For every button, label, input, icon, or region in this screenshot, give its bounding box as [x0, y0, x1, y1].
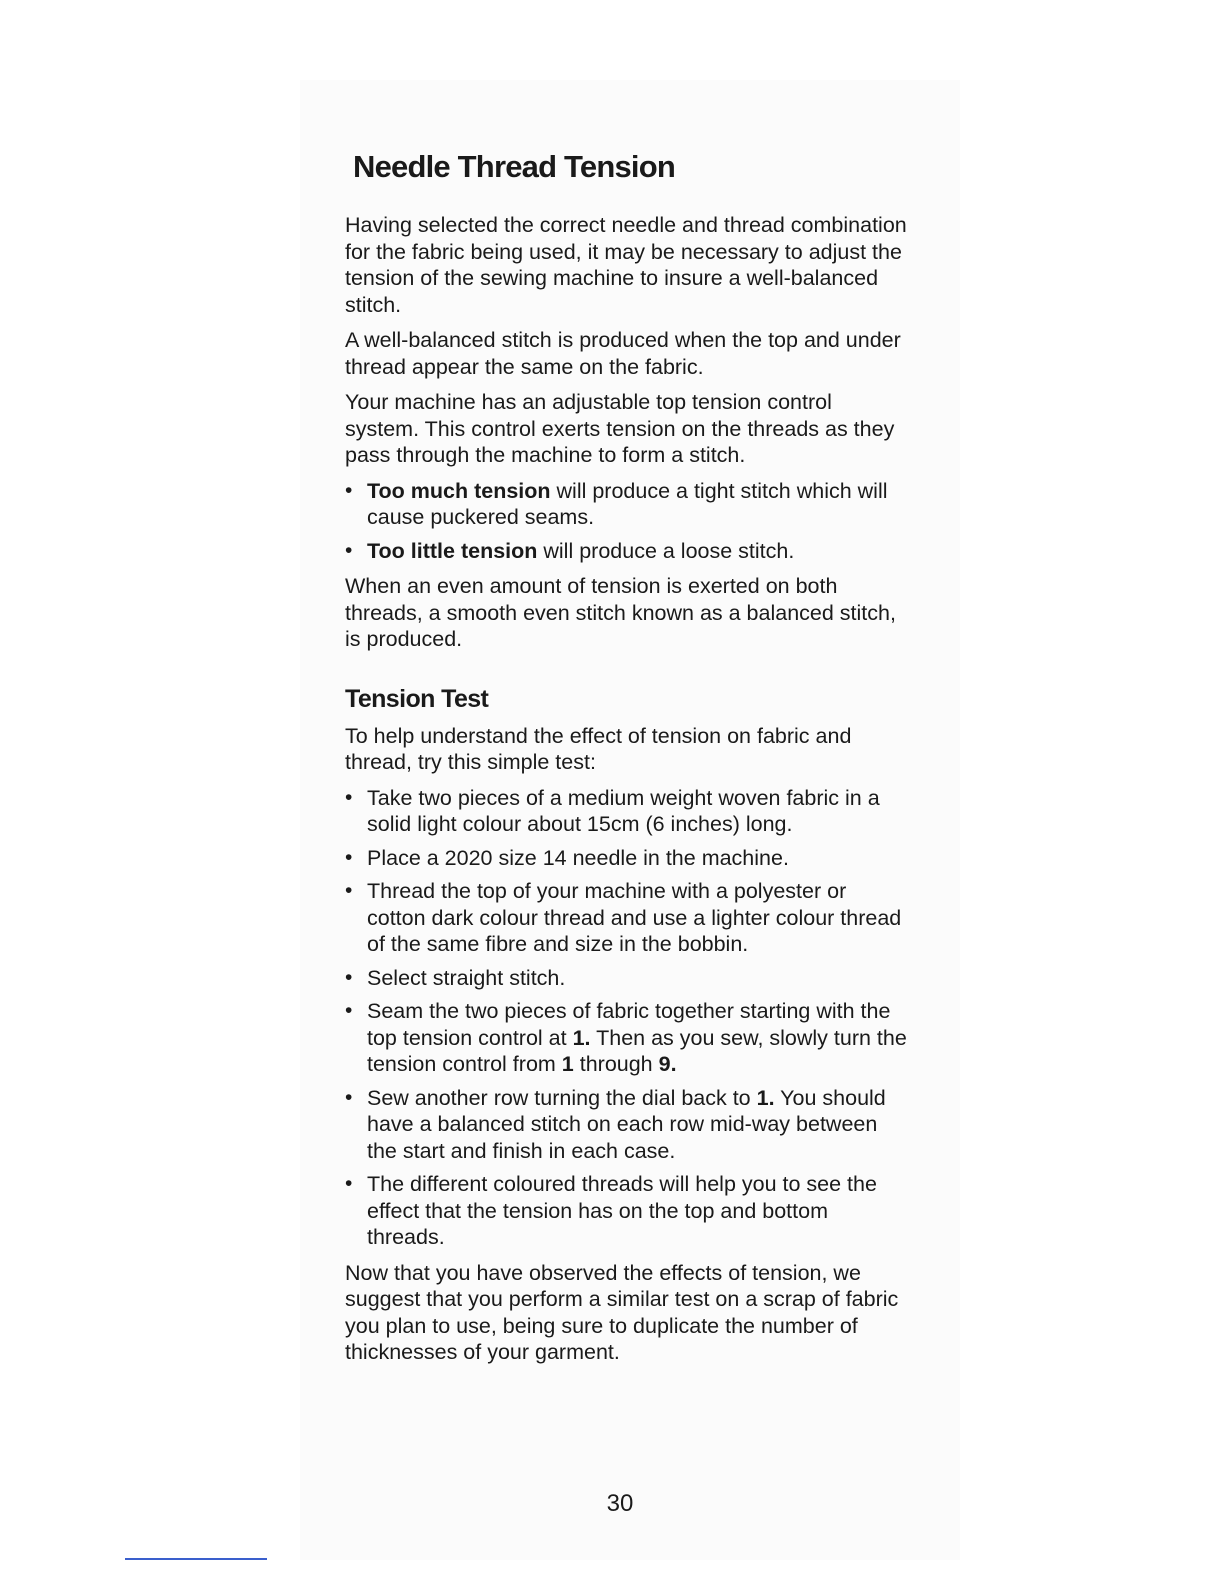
scan-edge-line	[125, 1558, 267, 1560]
test-step-5	[345, 998, 910, 1078]
intro-paragraph-2: A well-balanced stitch is produced when the top and under thread appear the same on the fabric.	[345, 328, 901, 379]
too-much-tension-text: will produce a tight stitch which will cause puckered seams.	[367, 478, 888, 529]
step5-text-a: Seam the two pieces of fabric together starting with the top tension control at	[367, 999, 891, 1050]
step6-value: 1.	[756, 1085, 775, 1110]
too-little-tension-text: will produce a loose stitch.	[537, 538, 795, 563]
tension-effects-list	[345, 478, 910, 565]
page-title: Needle Thread Tension	[353, 149, 675, 184]
too-much-tension-term: Too much tension	[367, 478, 551, 503]
test-intro-paragraph: To help understand the effect of tension on fabric and thread, try this simple test:	[345, 723, 852, 774]
balanced-stitch-paragraph: When an even amount of tension is exerted on both threads, a smooth even stitch known as a balanced stitch, is produced.	[345, 574, 896, 651]
test-step-2: • Place a 2020 size 14 needle in the machine.	[345, 845, 910, 872]
list-item-too-much-tension	[345, 478, 910, 531]
section-heading-tension-test: Tension Test	[345, 684, 489, 713]
list-item-too-little-tension	[345, 538, 910, 565]
step6-text-c: You should have a balanced stitch on each row mid-way between the start and finish in each case.	[367, 1085, 886, 1163]
intro-paragraph-1: Having selected the correct needle and thread combination for the fabric being used, it may be necessary to adjust the tension of the sewing machine to insure a well-balanced stitch.	[345, 213, 907, 317]
test-steps-list	[345, 785, 910, 1251]
too-little-tension-term: Too little tension	[367, 538, 538, 563]
step5-text-e: through	[573, 1052, 659, 1076]
test-step-3: • Thread the top of your machine with a polyester or cotton dark colour thread and use a lighter colour thread of the same fibre and size in the bobbin.	[345, 878, 910, 958]
step5-text-c: Then as you sew, slowly turn the tension control from	[367, 1025, 907, 1076]
test-step-4: • Select straight stitch.	[345, 965, 910, 992]
step6-text-a: Sew another row turning the dial back to	[367, 1085, 757, 1110]
page-number: 30	[606, 1490, 634, 1517]
document-page	[345, 140, 910, 1375]
step5-value-start: 1.	[572, 1025, 591, 1050]
test-step-1: • Take two pieces of a medium weight woven fabric in a solid light colour about 15cm (6 inches) long.	[345, 785, 910, 838]
intro-paragraph-3: Your machine has an adjustable top tension control system. This control exerts tension on the threads as they pass through the machine to form a stitch.	[345, 390, 895, 467]
conclusion-paragraph: Now that you have observed the effects of tension, we suggest that you perform a similar test on a scrap of fabric you plan to use, being sure to duplicate the number of thicknesses of your garment.	[345, 1260, 899, 1364]
test-step-7: • The different coloured threads will help you to see the effect that the tension has on the top and bottom threads.	[345, 1171, 910, 1251]
test-step-6	[345, 1085, 910, 1165]
step5-value-from: 1	[561, 1052, 574, 1076]
step5-value-to: 9.	[658, 1052, 677, 1076]
